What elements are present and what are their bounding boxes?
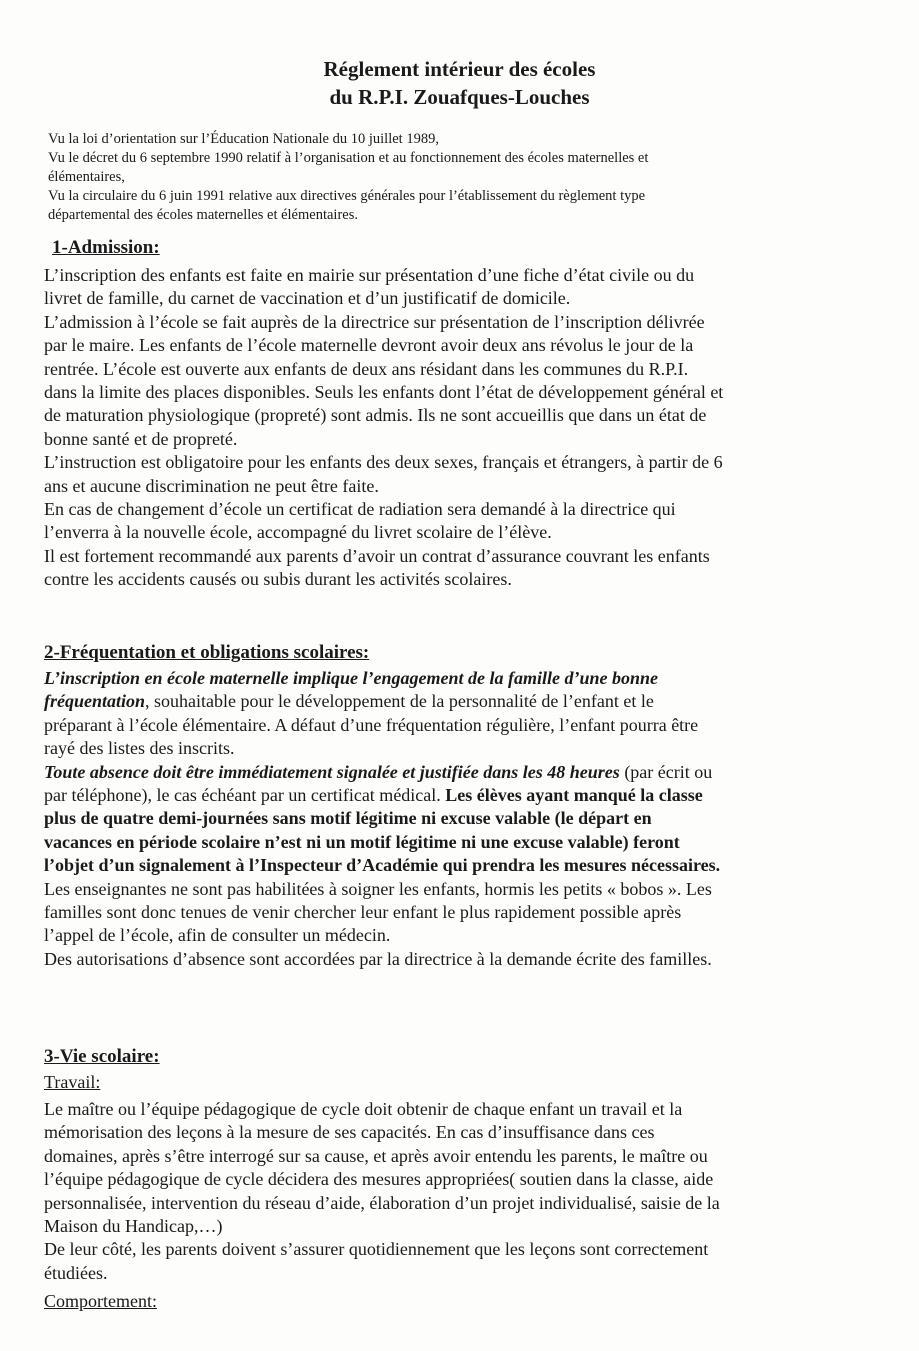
paragraph-line: L’admission à l’école se fait auprès de la directrice sur présentation de l’inscription délivrée xyxy=(44,311,705,332)
paragraph-line: fréquentation, souhaitable pour le développement de la personnalité de l’enfant et le xyxy=(44,691,654,712)
intro-line: Vu le décret du 6 septembre 1990 relatif à l’organisation et au fonctionnement des écoles maternelles et xyxy=(48,150,649,166)
paragraph-line: domaines, après s’être interrogé sur sa cause, et après avoir entendu les parents, le maître ou xyxy=(44,1145,708,1166)
paragraph-line: L’inscription en école maternelle implique l’engagement de la famille d’une bonne xyxy=(44,668,658,688)
paragraph-line: Toute absence doit être immédiatement signalée et justifiée dans les 48 heures (par écrit ou xyxy=(44,761,713,782)
paragraph-line: l’enverra à la nouvelle école, accompagné du livret scolaire de l’élève. xyxy=(44,522,552,543)
paragraph-line: Les enseignantes ne sont pas habilitées à soigner les enfants, hormis les petits « bobos ». Les xyxy=(44,878,712,899)
paragraph-line: vacances en période scolaire n’est ni un motif légitime ni une excuse valable) feront xyxy=(44,831,680,852)
paragraph-line: Il est fortement recommandé aux parents d’avoir un contrat d’assurance couvrant les enfants xyxy=(44,545,710,566)
intro-line: Vu la circulaire du 6 juin 1991 relative aux directives générales pour l’établissement du règlement type xyxy=(48,188,646,204)
paragraph-line: par le maire. Les enfants de l’école maternelle devront avoir deux ans révolus le jour de la xyxy=(44,335,694,356)
section-admission-body xyxy=(44,264,894,592)
document-title-line-2: du R.P.I. Zouafques-Louches xyxy=(329,85,590,109)
paragraph-line: L’instruction est obligatoire pour les enfants des deux sexes, français et étrangers, à partir de 6 xyxy=(44,452,723,473)
section-school-life-body xyxy=(44,1098,894,1285)
paragraph-line: dans la limite des places disponibles. Seuls les enfants dont l’état de développement général et xyxy=(44,382,724,403)
section-heading-school-life: 3-Vie scolaire: xyxy=(44,1046,160,1067)
section-heading-admission: 1-Admission: xyxy=(52,237,160,258)
paragraph-line: étudiées. xyxy=(44,1262,108,1283)
subheading-behaviour: Comportement: xyxy=(44,1291,157,1311)
paragraph-line: mémorisation des leçons à la mesure de ses capacités. En cas d’insuffisance dans ces xyxy=(44,1122,655,1143)
section-heading-attendance: 2-Fréquentation et obligations scolaires: xyxy=(44,642,370,663)
paragraph-line: plus de quatre demi-journées sans motif légitime ni excuse valable (le départ en xyxy=(44,808,652,829)
paragraph-line: par téléphone), le cas échéant par un certificat médical. Les élèves ayant manqué la classe xyxy=(44,785,703,806)
paragraph-line: Le maître ou l’équipe pédagogique de cycle doit obtenir de chaque enfant un travail et la xyxy=(44,1099,683,1119)
paragraph-line: livret de famille, du carnet de vaccination et d’un justificatif de domicile. xyxy=(44,288,571,309)
paragraph-line: contre les accidents causés ou subis durant les activités scolaires. xyxy=(44,569,512,590)
paragraph-line: familles sont donc tenues de venir chercher leur enfant le plus rapidement possible après xyxy=(44,902,682,923)
paragraph-line: l’appel de l’école, afin de consulter un médecin. xyxy=(44,925,391,946)
paragraph-line: Maison du Handicap,…) xyxy=(44,1216,223,1237)
paragraph-line: de maturation physiologique (propreté) sont admis. Ils ne sont accueillis que dans un état de xyxy=(44,405,707,426)
paragraph-line: rentrée. L’école est ouverte aux enfants de deux ans résidant dans les communes du R.P.I. xyxy=(44,358,689,379)
paragraph-line: ans et aucune discrimination ne peut être faite. xyxy=(44,475,379,496)
paragraph-line: De leur côté, les parents doivent s’assurer quotidiennement que les leçons sont correctement xyxy=(44,1239,709,1260)
paragraph-line: Des autorisations d’absence sont accordées par la directrice à la demande écrite des familles. xyxy=(44,948,712,969)
paragraph-line: préparant à l’école élémentaire. A défaut d’une fréquentation régulière, l’enfant pourra être xyxy=(44,714,699,735)
paragraph-line: l’équipe pédagogique de cycle décidera des mesures appropriées( soutien dans la classe, aide xyxy=(44,1169,714,1190)
intro-line: Vu la loi d’orientation sur l’Éducation Nationale du 10 juillet 1989, xyxy=(48,131,439,147)
subheading-work: Travail: xyxy=(44,1072,101,1092)
paragraph-line: L’inscription des enfants est faite en mairie sur présentation d’une fiche d’état civile ou du xyxy=(44,265,695,285)
legal-references xyxy=(48,130,878,225)
document-title-line-1: Réglement intérieur des écoles xyxy=(323,57,596,81)
intro-line: élémentaires, xyxy=(48,169,125,185)
section-attendance-body xyxy=(44,667,894,971)
paragraph-line: En cas de changement d’école un certificat de radiation sera demandé à la directrice qui xyxy=(44,499,676,520)
paragraph-line: bonne santé et de propreté. xyxy=(44,428,238,449)
paragraph-line: personnalisée, intervention du réseau d’aide, élaboration d’un projet individualisé, saisie de la xyxy=(44,1192,720,1213)
paragraph-line: rayé des listes des inscrits. xyxy=(44,738,235,759)
intro-line: départemental des écoles maternelles et élémentaires. xyxy=(48,207,358,223)
paragraph-line: l’objet d’un signalement à l’Inspecteur d’Académie qui prendra les mesures nécessaires. xyxy=(44,855,721,876)
